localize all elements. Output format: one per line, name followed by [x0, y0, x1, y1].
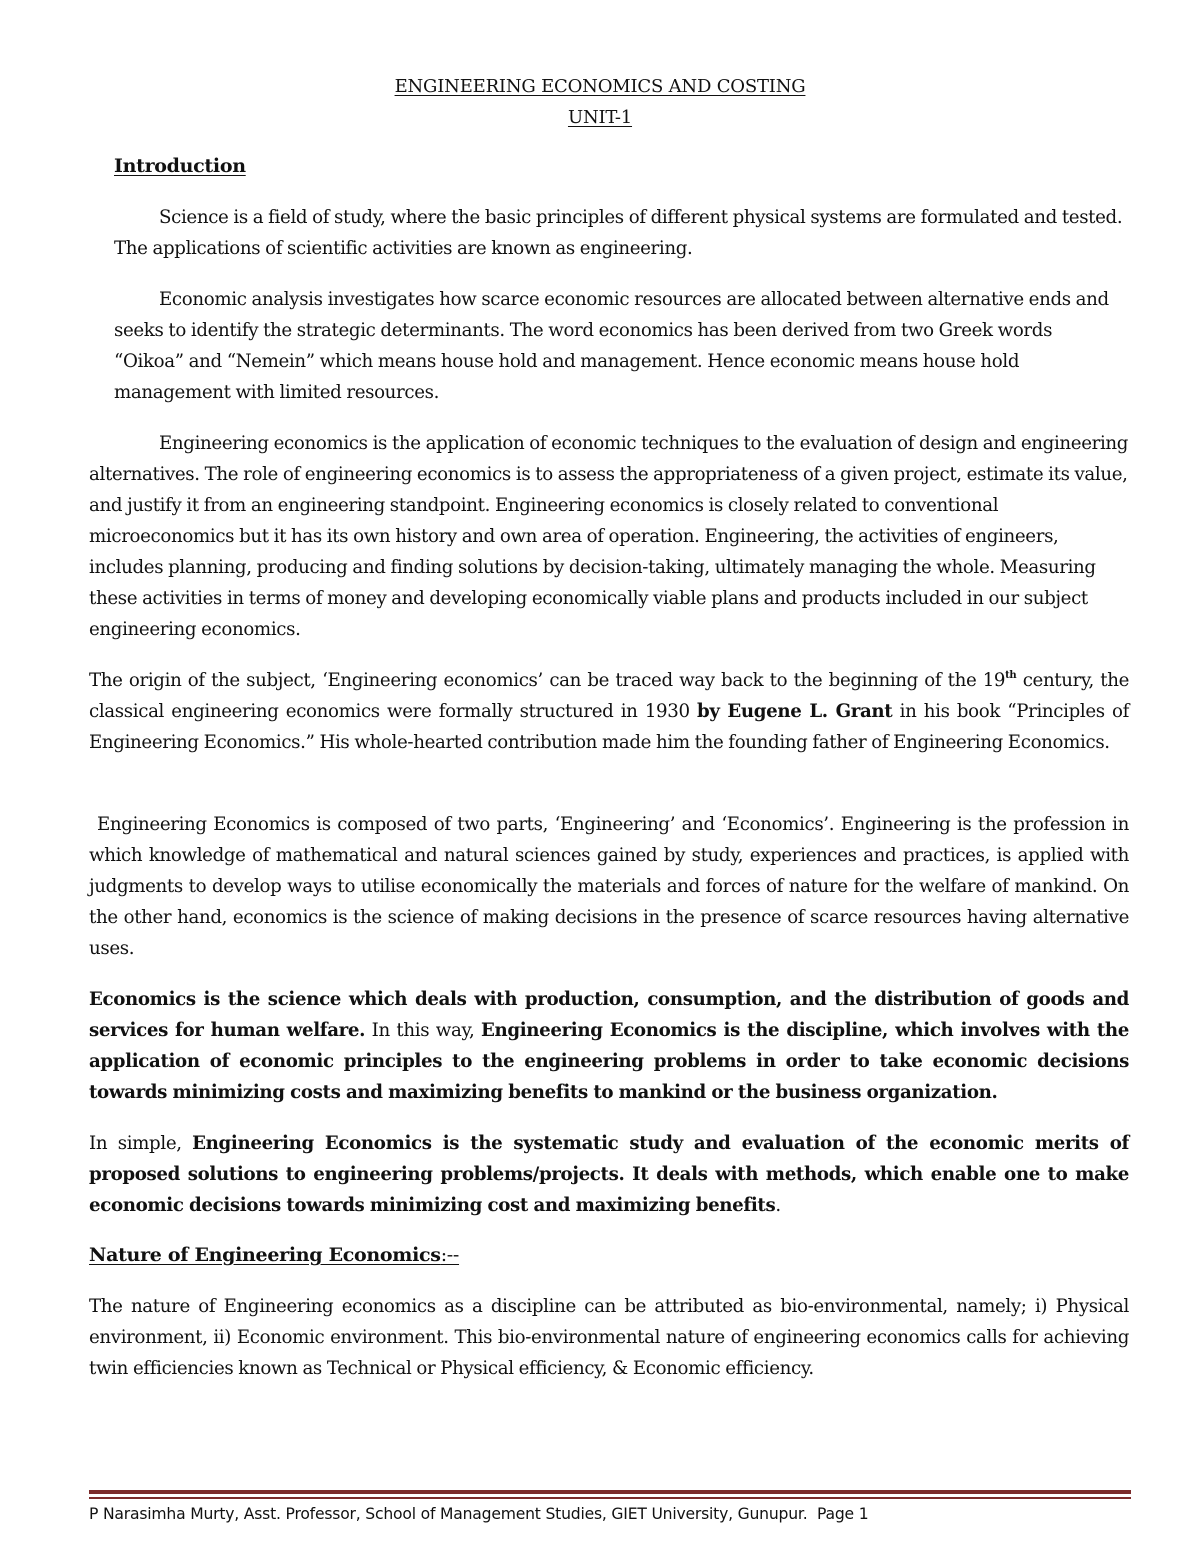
unit-label: UNIT-1	[567, 107, 633, 128]
bold-text: Engineering Economics is the systematic study and evaluation of the economic merits of proposed solutions to engineering problems/projects. It deals with methods, which enable one to make economic decisions towards minimizing cost and maximizing benefits	[89, 1133, 1129, 1216]
paragraph-two-parts: Engineering Economics is composed of two parts, ‘Engineering’ and ‘Economics’. Engineering is the profession in which knowledge of mathematical and natural sciences gained by study, experiences and practices, is applied with judgments to develop ways to utilise economically the materials and forces of nature for the welfare of mankind. On the other hand, economics is the science of making decisions in the presence of scarce resources having alternative uses.	[89, 814, 1129, 959]
bold-text: Engineering Economics is the discipline, which involves with the application of economic principles to the engineering problems in order to take economic decisions towards minimizing costs and maximizing benefits to mankind or the business organization.	[89, 1020, 1129, 1103]
heading-tail: :--	[440, 1244, 460, 1266]
paragraph-text: century, the classical engineering economics were formally structured in 1930	[89, 670, 1129, 722]
document-title: ENGINEERING ECONOMICS AND COSTING	[394, 76, 806, 97]
footer-divider-thick	[89, 1490, 1131, 1494]
bold-text: by Eugene L. Grant	[697, 701, 893, 722]
page-number: Page 1	[816, 1505, 869, 1523]
paragraph-engineering-economics-definition: Engineering economics is the application of economic techniques to the evaluation of design and engineering alternatives. The role of engineering economics is to assess the appropriateness of a given project, estimate its value, and justify it from an engineering standpoint. Engineering economics is closely related to conventional microeconomics but it has its own history and own area of operation. Engineering, the activities of engineers, includes planning, producing and finding solutions by decision-taking, ultimately managing the whole. Measuring these activities in terms of money and developing economically viable plans and products included in our subject engineering economics.	[89, 433, 1129, 640]
paragraph-text: .	[775, 1195, 781, 1216]
heading-text: Nature of Engineering Economics	[89, 1244, 441, 1266]
page-footer	[89, 1505, 1149, 1523]
bold-text: Economics is the science which deals with production, consumption, and the distribution of goods and services for human welfare.	[89, 989, 1129, 1041]
section-heading-nature	[89, 1244, 459, 1266]
paragraph-text: in his book “Principles of Engineering Economics.” His whole-hearted contribution made him the founding father of Engineering Economics.	[89, 701, 1130, 753]
paragraph-text: In this way,	[365, 1020, 481, 1041]
paragraph-science: Science is a field of study, where the basic principles of different physical systems are formulated and tested. The applications of scientific activities are known as engineering.	[114, 207, 1123, 259]
footer-author: P Narasimha Murty, Asst. Professor, School of Management Studies, GIET University, Gunupur.	[89, 1505, 808, 1523]
paragraph-text: In simple,	[89, 1133, 193, 1154]
section-heading-introduction: Introduction	[114, 155, 246, 177]
footer-divider-thin	[89, 1497, 1131, 1499]
paragraph-nature: The nature of Engineering economics as a discipline can be attributed as bio-environmental, namely; i) Physical environment, ii) Economic environment. This bio-environmental nature of engineering economics calls for achieving twin efficiencies known as Technical or Physical efficiency, & Economic efficiency.	[89, 1296, 1129, 1379]
paragraph-origin	[89, 665, 1129, 758]
paragraph-in-simple	[89, 1128, 1129, 1221]
paragraph-text: The origin of the subject, ‘Engineering economics’ can be traced way back to the beginning of the 19	[89, 670, 1006, 691]
paragraph-economics-definition	[89, 984, 1129, 1108]
superscript: th	[1005, 670, 1017, 681]
paragraph-economic-analysis: Economic analysis investigates how scarce economic resources are allocated between alternative ends and seeks to identify the strategic determinants. The word economics has been derived from two Greek words “Oikoa” and “Nemein” which means house hold and management. Hence economic means house hold management with limited resources.	[114, 289, 1109, 403]
